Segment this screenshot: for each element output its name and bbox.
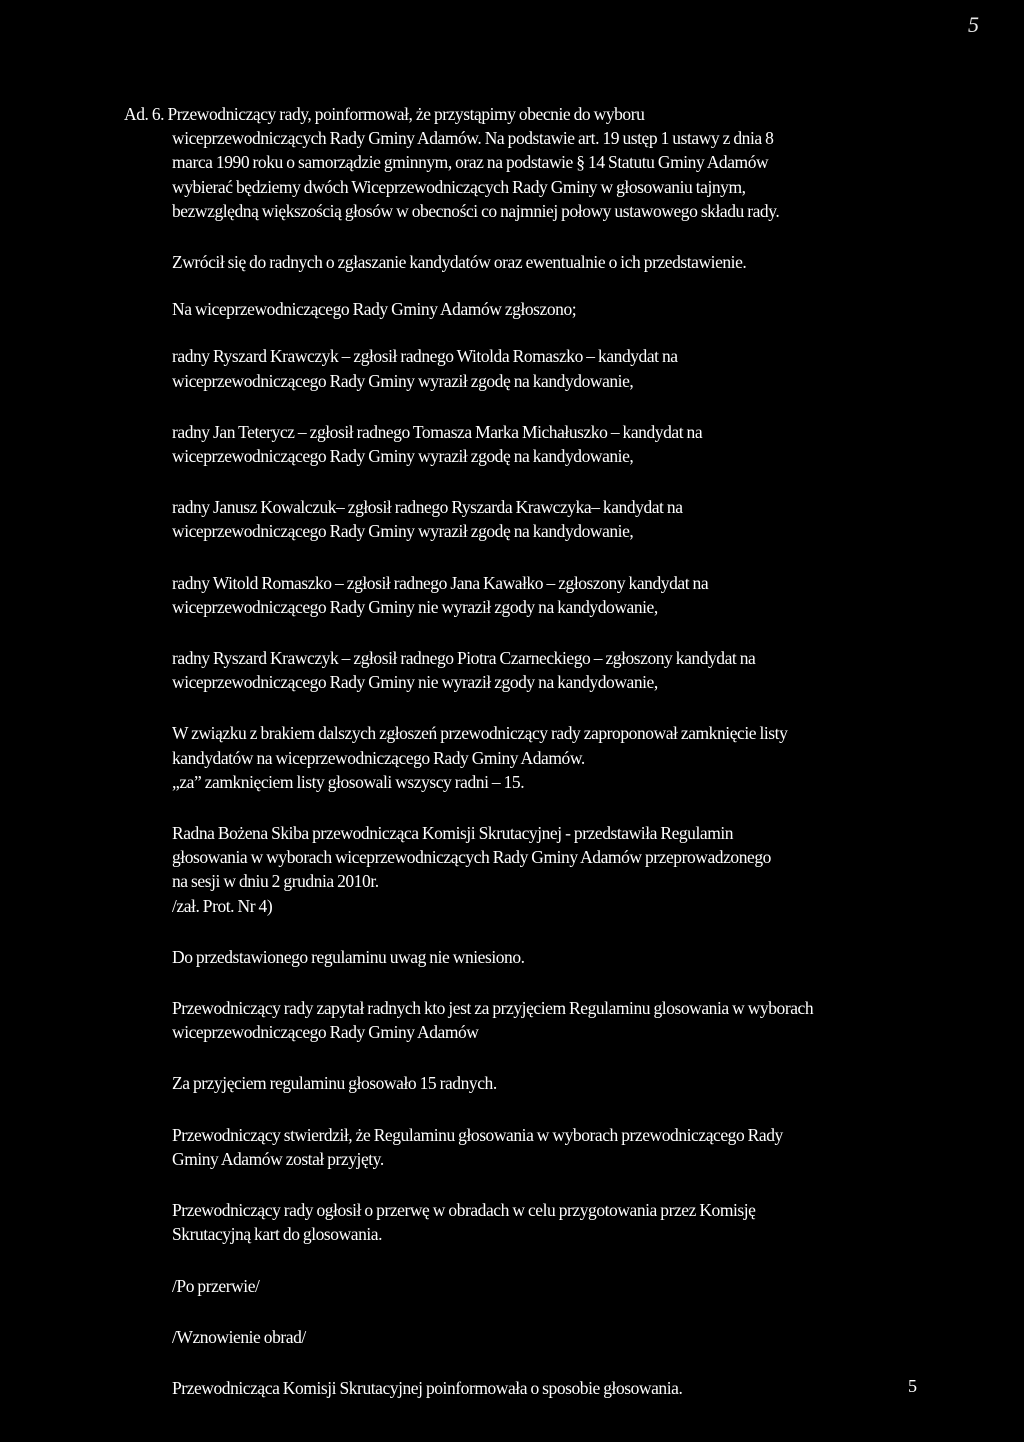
text-line: Zwrócił się do radnych o zgłaszanie kandydatów oraz ewentualnie o ich przedstawienie. bbox=[172, 252, 747, 273]
text-line: radny Janusz Kowalczuk– zgłosił radnego Ryszarda Krawczyka– kandydat na bbox=[172, 497, 683, 518]
text-line: Za przyjęciem regulaminu głosowało 15 radnych. bbox=[172, 1073, 497, 1094]
text-line: Przewodniczący rady zapytał radnych kto jest za przyjęciem Regulaminu glosowania w wyborach bbox=[172, 998, 814, 1019]
text-line: W związku z brakiem dalszych zgłoszeń przewodniczący rady zaproponował zamknięcie listy bbox=[172, 723, 788, 744]
text-line: Przewodniczący rady ogłosił o przerwę w obradach w celu przygotowania przez Komisję bbox=[172, 1200, 756, 1221]
paragraph-no-remarks bbox=[124, 945, 914, 969]
paragraph-nominations-intro bbox=[124, 297, 914, 321]
text-line: wiceprzewodniczącego Rady Gminy nie wyraził zgody na kandydowanie, bbox=[172, 596, 658, 617]
text-line: wiceprzewodniczących Rady Gminy Adamów. Na podstawie art. 19 ustęp 1 ustawy z dnia 8 bbox=[172, 128, 774, 149]
text-line: Radna Bożena Skiba przewodnicząca Komisji Skrutacyjnej - przedstawiła Regulamin bbox=[172, 823, 734, 844]
text-line: kandydatów na wiceprzewodniczącego Rady Gminy Adamów. bbox=[172, 747, 585, 768]
text-line: radny Ryszard Krawczyk – zgłosił radnego Piotra Czarneckiego – zgłoszony kandydat na bbox=[172, 648, 756, 669]
text-line: Przewodniczący stwierdził, że Regulaminu głosowania w wyborach przewodniczącego Rady bbox=[172, 1124, 783, 1145]
page-number: 5 bbox=[908, 1376, 917, 1396]
paragraph-nomination-1 bbox=[124, 344, 914, 392]
text-line: marca 1990 roku o samorządzie gminnym, oraz na podstawie § 14 Statutu Gminy Adamów bbox=[172, 152, 769, 173]
paragraph-nomination-5 bbox=[124, 646, 914, 694]
page-corner-mark: 5 bbox=[968, 12, 979, 37]
text-line: głosowania w wyborach wiceprzewodniczących Rady Gminy Adamów przeprowadzonego bbox=[172, 847, 771, 868]
paragraph-vote-result bbox=[124, 1071, 914, 1095]
text-line: Skrutacyjną kart do glosowania. bbox=[172, 1224, 383, 1245]
text-line: na sesji w dniu 2 grudnia 2010r. bbox=[172, 871, 379, 892]
text-line: Ad. 6. Przewodniczący rady, poinformował, że przystąpimy obecnie do wyboru bbox=[124, 104, 645, 124]
text-line: wiceprzewodniczącego Rady Gminy wyraził zgodę na kandydowanie, bbox=[172, 370, 634, 391]
paragraph-after-break bbox=[124, 1274, 914, 1298]
paragraph-ad6 bbox=[124, 102, 914, 223]
document-body bbox=[124, 102, 914, 1400]
paragraph-resumption bbox=[124, 1325, 914, 1349]
text-line: wiceprzewodniczącego Rady Gminy wyraził zgodę na kandydowanie, bbox=[172, 521, 634, 542]
paragraph-rules-adopted bbox=[124, 1123, 914, 1171]
text-line: Do przedstawionego regulaminu uwag nie wniesiono. bbox=[172, 946, 525, 967]
text-line: /Wznowienie obrad/ bbox=[172, 1326, 306, 1347]
text-line: /zał. Prot. Nr 4) bbox=[172, 895, 273, 916]
text-line: radny Witold Romaszko – zgłosił radnego Jana Kawałko – zgłoszony kandydat na bbox=[172, 572, 709, 593]
text-line: wiceprzewodniczącego Rady Gminy nie wyraził zgody na kandydowanie, bbox=[172, 672, 658, 693]
paragraph-nomination-4 bbox=[124, 571, 914, 619]
text-line: „za” zamknięciem listy głosowali wszyscy radni – 15. bbox=[172, 771, 525, 792]
text-line: bezwzględną większością głosów w obecności co najmniej połowy ustawowego składu rady. bbox=[172, 200, 780, 221]
text-line: wiceprzewodniczącego Rady Gminy wyraził zgodę na kandydowanie, bbox=[172, 446, 634, 467]
text-line: /Po przerwie/ bbox=[172, 1275, 260, 1296]
paragraph-nomination-3 bbox=[124, 495, 914, 543]
paragraph-voting-rules bbox=[124, 821, 914, 918]
text-line: Na wiceprzewodniczącego Rady Gminy Adamów zgłoszono; bbox=[172, 299, 577, 320]
text-line: Przewodnicząca Komisji Skrutacyjnej poinformowała o sposobie głosowania. bbox=[172, 1377, 683, 1398]
paragraph-list-closure bbox=[124, 721, 914, 794]
text-line: wiceprzewodniczącego Rady Gminy Adamów bbox=[172, 1022, 479, 1043]
paragraph-break-announcement bbox=[124, 1198, 914, 1246]
text-line: radny Ryszard Krawczyk – zgłosił radnego Witolda Romaszko – kandydat na bbox=[172, 346, 678, 367]
paragraph-call-for-candidates bbox=[124, 250, 914, 274]
text-line: radny Jan Teterycz – zgłosił radnego Tomasza Marka Michałuszko – kandydat na bbox=[172, 421, 703, 442]
paragraph-vote-question bbox=[124, 996, 914, 1044]
paragraph-nomination-2 bbox=[124, 420, 914, 468]
paragraph-voting-method bbox=[124, 1376, 914, 1400]
text-line: Gminy Adamów został przyjęty. bbox=[172, 1148, 384, 1169]
text-line: wybierać będziemy dwóch Wiceprzewodniczących Rady Gminy w głosowaniu tajnym, bbox=[172, 176, 746, 197]
